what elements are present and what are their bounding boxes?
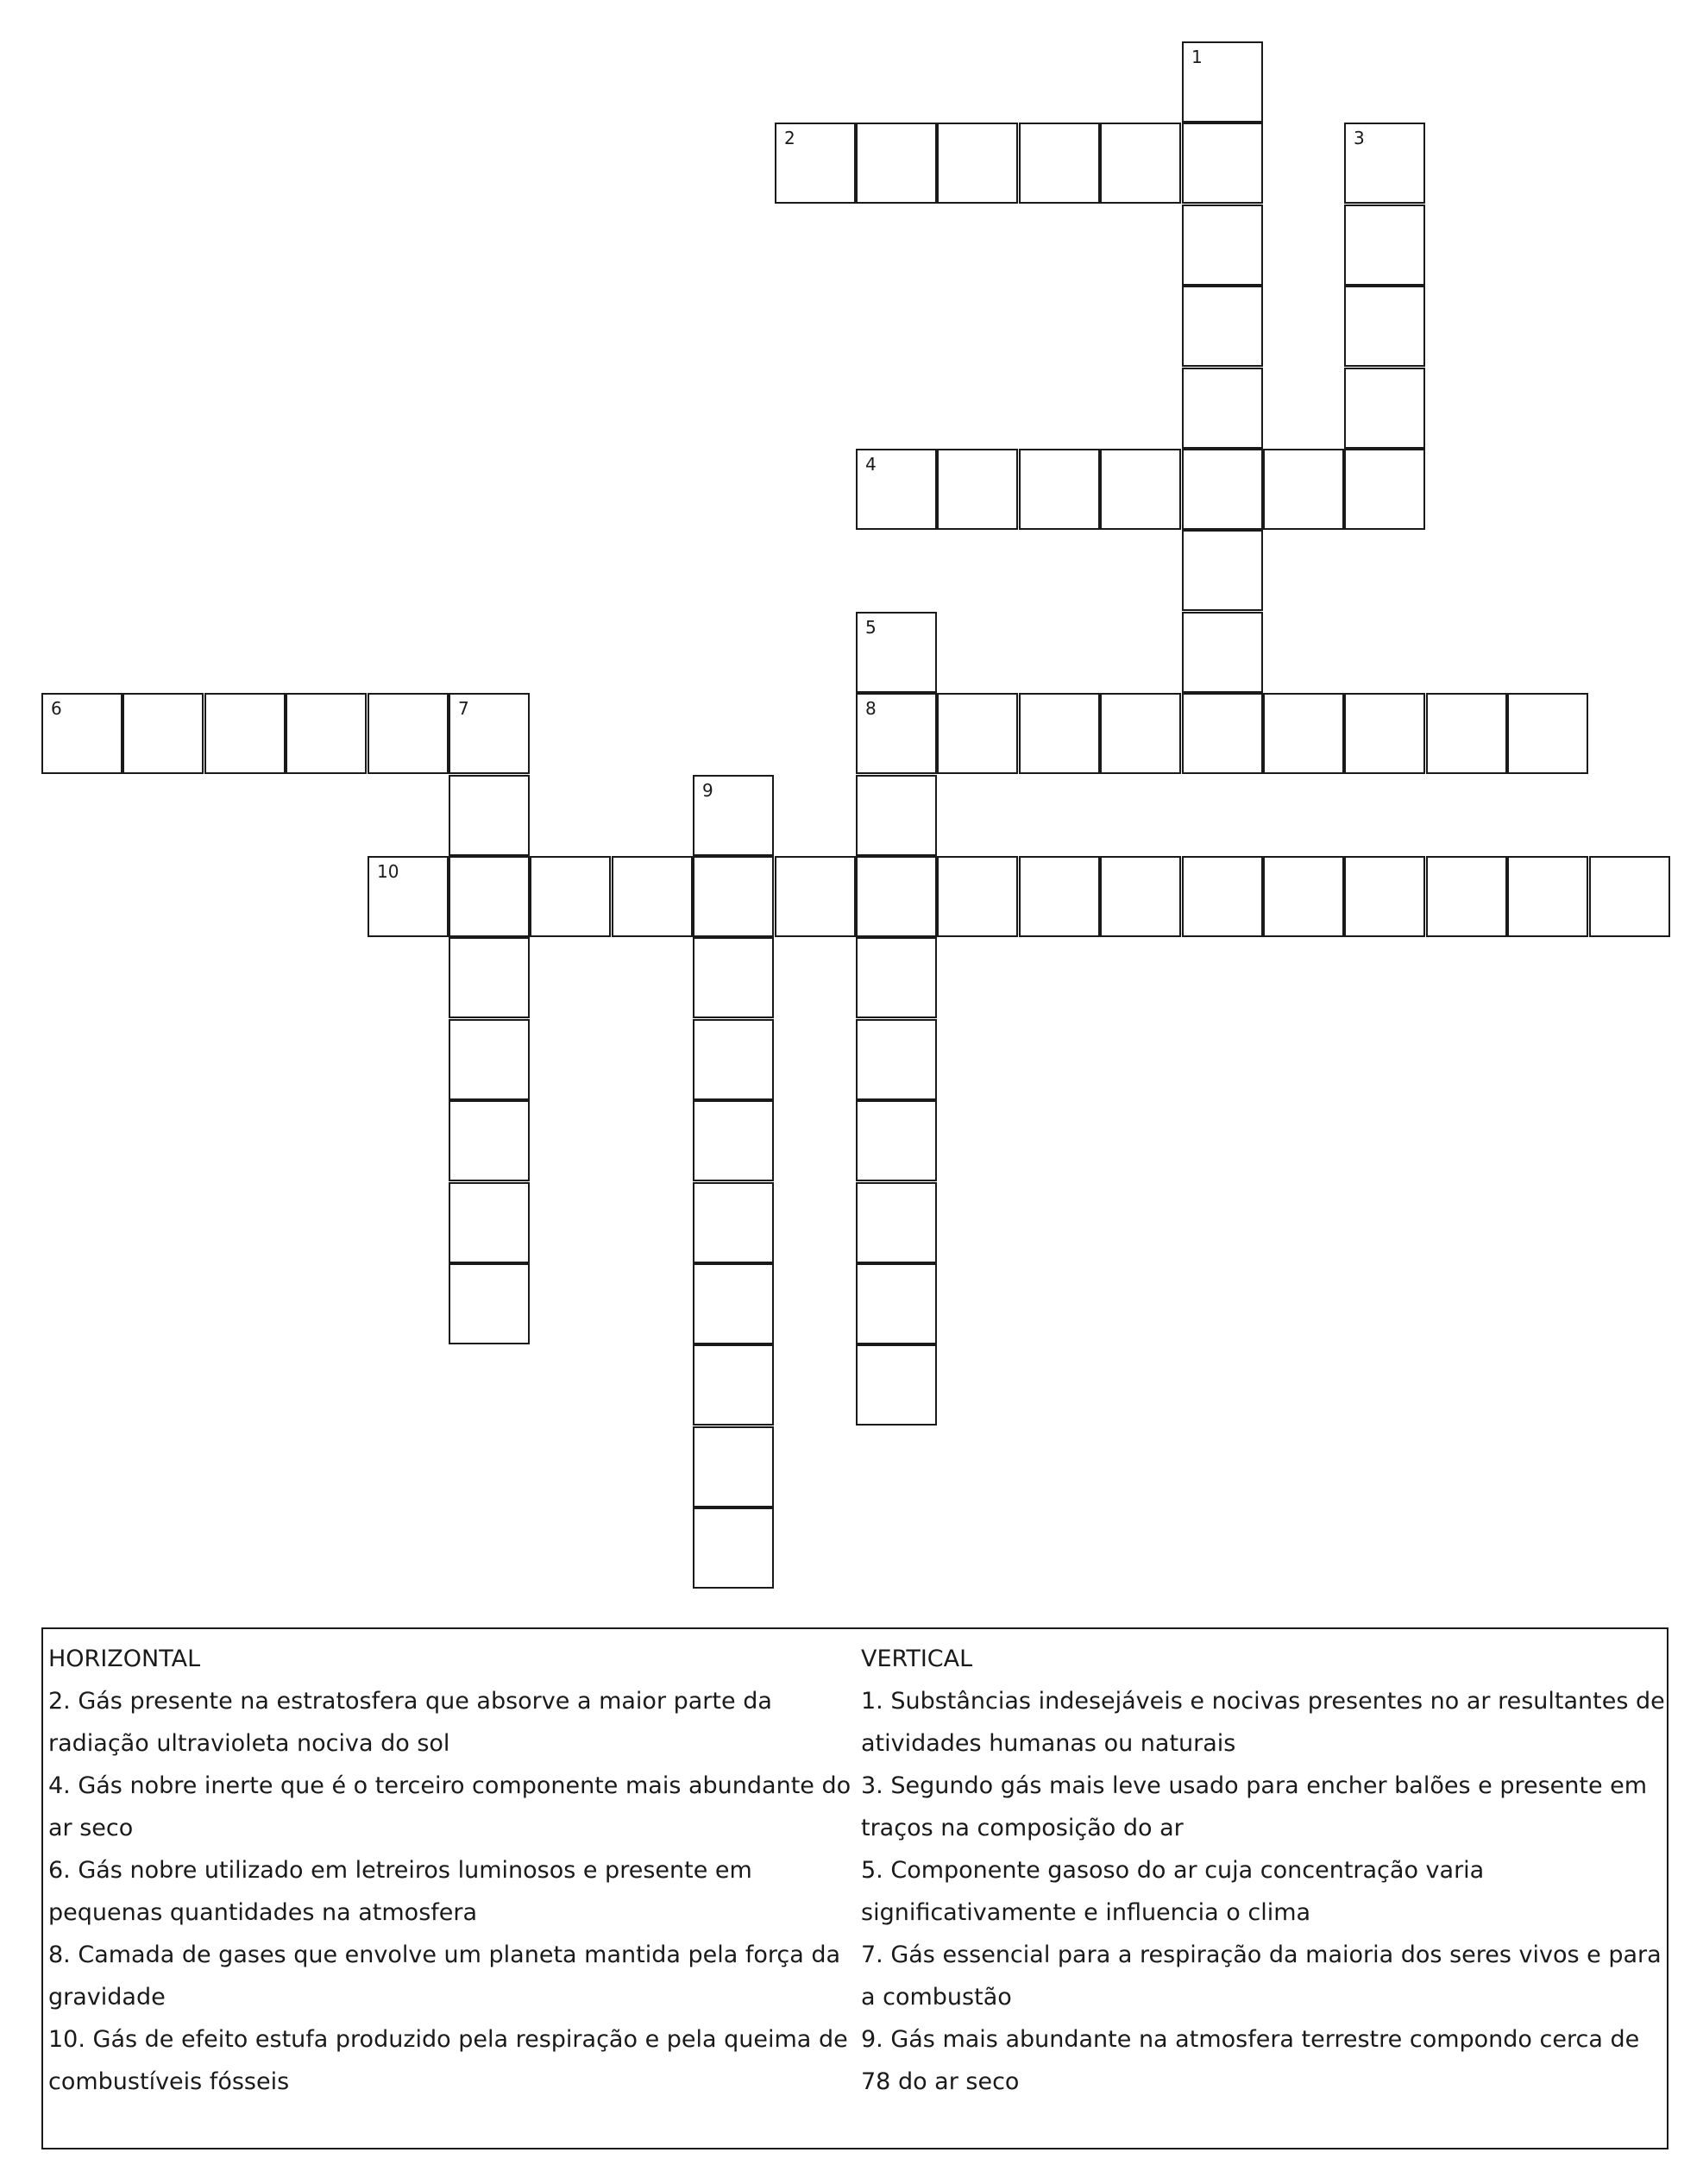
clue-across-2-line-2: radiação ultravioleta nociva do sol <box>48 1730 450 1757</box>
crossword-cell[interactable] <box>449 856 530 937</box>
crossword-cell[interactable] <box>1344 449 1425 530</box>
crossword-cell[interactable] <box>693 856 774 937</box>
clue-number: 4 <box>865 454 877 475</box>
crossword-cell[interactable] <box>856 449 937 530</box>
crossword-cell[interactable] <box>1019 693 1100 774</box>
crossword-cell[interactable] <box>1589 856 1670 937</box>
crossword-cell[interactable] <box>1182 449 1263 530</box>
crossword-cell[interactable] <box>1507 693 1588 774</box>
crossword-cell[interactable] <box>693 1507 774 1589</box>
crossword-cell[interactable] <box>856 1100 937 1181</box>
crossword-cell[interactable] <box>1182 286 1263 367</box>
crossword-cell[interactable] <box>1100 693 1181 774</box>
clue-down-1-line-2: atividades humanas ou naturais <box>861 1730 1236 1757</box>
crossword-cell[interactable] <box>856 1019 937 1100</box>
crossword-cell[interactable] <box>1263 856 1344 937</box>
crossword-cell[interactable] <box>775 123 856 204</box>
crossword-cell[interactable] <box>1182 856 1263 937</box>
crossword-cell[interactable] <box>693 1426 774 1507</box>
crossword-cell[interactable] <box>1182 41 1263 123</box>
crossword-cell[interactable] <box>1182 205 1263 286</box>
down-title: VERTICAL <box>861 1646 973 1672</box>
clue-across-4-line-2: ar seco <box>48 1815 134 1841</box>
crossword-cell[interactable] <box>1182 612 1263 693</box>
crossword-cell[interactable] <box>693 1182 774 1263</box>
across-clues <box>48 1638 859 2103</box>
clue-number: 6 <box>51 698 62 719</box>
crossword-cell[interactable] <box>1182 530 1263 611</box>
crossword-cell[interactable] <box>449 1182 530 1263</box>
crossword-cell[interactable] <box>856 1263 937 1344</box>
crossword-cell[interactable] <box>856 1182 937 1263</box>
clues-box <box>41 1627 1668 2149</box>
crossword-cell[interactable] <box>693 937 774 1018</box>
crossword-cell[interactable] <box>1019 123 1100 204</box>
crossword-cell[interactable] <box>1344 205 1425 286</box>
clue-number: 8 <box>865 698 877 719</box>
crossword-cell[interactable] <box>1344 368 1425 449</box>
crossword-cell[interactable] <box>1182 123 1263 204</box>
clue-down-7-line-1: 7. Gás essencial para a respiração da maioria dos seres vivos e para <box>861 1942 1662 1968</box>
clue-across-6-line-2: pequenas quantidades na atmosfera <box>48 1899 478 1926</box>
crossword-cell[interactable] <box>856 612 937 693</box>
crossword-cell[interactable] <box>856 856 937 937</box>
clue-across-10-line-2: combustíveis fósseis <box>48 2068 290 2095</box>
crossword-cell[interactable] <box>775 856 856 937</box>
crossword-cell[interactable] <box>856 123 937 204</box>
crossword-cell[interactable] <box>856 937 937 1018</box>
crossword-cell[interactable] <box>449 1263 530 1344</box>
clue-down-5-line-2: significativamente e influencia o clima <box>861 1899 1311 1926</box>
crossword-cell[interactable] <box>612 856 693 937</box>
clue-number: 5 <box>865 617 877 638</box>
clue-down-9-line-1: 9. Gás mais abundante na atmosfera terrestre compondo cerca de <box>861 2026 1640 2053</box>
clue-down-3-line-2: traços na composição do ar <box>861 1815 1184 1841</box>
clue-number: 9 <box>702 780 713 801</box>
clue-down-7-line-2: a combustão <box>861 1984 1012 2011</box>
crossword-cell[interactable] <box>1263 449 1344 530</box>
crossword-cell[interactable] <box>937 449 1018 530</box>
crossword-cell[interactable] <box>1100 123 1181 204</box>
clue-down-1-line-1: 1. Substâncias indesejáveis e nocivas presentes no ar resultantes de <box>861 1688 1665 1715</box>
crossword-cell[interactable] <box>449 1100 530 1181</box>
crossword-cell[interactable] <box>937 123 1018 204</box>
crossword-cell[interactable] <box>286 693 367 774</box>
crossword-cell[interactable] <box>368 693 449 774</box>
clue-across-8-line-1: 8. Camada de gases que envolve um planeta mantida pela força da <box>48 1942 841 1968</box>
crossword-cell[interactable] <box>449 775 530 856</box>
crossword-cell[interactable] <box>693 1100 774 1181</box>
crossword-cell[interactable] <box>204 693 286 774</box>
crossword-cell[interactable] <box>1426 693 1507 774</box>
crossword-cell[interactable] <box>937 693 1018 774</box>
crossword-cell[interactable] <box>1344 286 1425 367</box>
crossword-cell[interactable] <box>856 693 937 774</box>
crossword-cell[interactable] <box>1019 856 1100 937</box>
crossword-cell[interactable] <box>937 856 1018 937</box>
crossword-cell[interactable] <box>449 937 530 1018</box>
clue-across-8-line-2: gravidade <box>48 1984 166 2011</box>
clue-number: 10 <box>377 861 399 882</box>
clue-down-5-line-1: 5. Componente gasoso do ar cuja concentração varia <box>861 1857 1485 1884</box>
crossword-cell[interactable] <box>856 1344 937 1426</box>
crossword-cell[interactable] <box>1100 856 1181 937</box>
clue-number: 3 <box>1354 128 1365 148</box>
crossword-cell[interactable] <box>123 693 204 774</box>
crossword-cell[interactable] <box>1182 368 1263 449</box>
crossword-cell[interactable] <box>1344 693 1425 774</box>
crossword-cell[interactable] <box>449 693 530 774</box>
crossword-cell[interactable] <box>856 775 937 856</box>
clue-across-2-line-1: 2. Gás presente na estratosfera que absorve a maior parte da <box>48 1688 772 1715</box>
crossword-cell[interactable] <box>1263 693 1344 774</box>
crossword-cell[interactable] <box>1344 123 1425 204</box>
crossword-cell[interactable] <box>1507 856 1588 937</box>
clue-number: 7 <box>458 698 469 719</box>
clue-across-10-line-1: 10. Gás de efeito estufa produzido pela respiração e pela queima de <box>48 2026 848 2053</box>
crossword-cell[interactable] <box>449 1019 530 1100</box>
crossword-cell[interactable] <box>1100 449 1181 530</box>
clue-number: 1 <box>1191 47 1203 67</box>
clue-across-4-line-1: 4. Gás nobre inerte que é o terceiro componente mais abundante do <box>48 1772 852 1799</box>
clue-number: 2 <box>784 128 795 148</box>
crossword-cell[interactable] <box>693 1263 774 1344</box>
crossword-cell[interactable] <box>1344 856 1425 937</box>
crossword-cell[interactable] <box>693 1344 774 1426</box>
crossword-cell[interactable] <box>693 775 774 856</box>
crossword-cell[interactable] <box>1019 449 1100 530</box>
crossword-cell[interactable] <box>1426 856 1507 937</box>
crossword-cell[interactable] <box>41 693 123 774</box>
crossword-cell[interactable] <box>693 1019 774 1100</box>
clue-down-9-line-2: 78 do ar seco <box>861 2068 1020 2095</box>
clue-down-3-line-1: 3. Segundo gás mais leve usado para encher balões e presente em <box>861 1772 1648 1799</box>
down-clues <box>861 1638 1665 2103</box>
clue-across-6-line-1: 6. Gás nobre utilizado em letreiros luminosos e presente em <box>48 1857 752 1884</box>
across-title: HORIZONTAL <box>48 1646 201 1672</box>
crossword-cell[interactable] <box>368 856 449 937</box>
crossword-cell[interactable] <box>530 856 611 937</box>
crossword-cell[interactable] <box>1182 693 1263 774</box>
